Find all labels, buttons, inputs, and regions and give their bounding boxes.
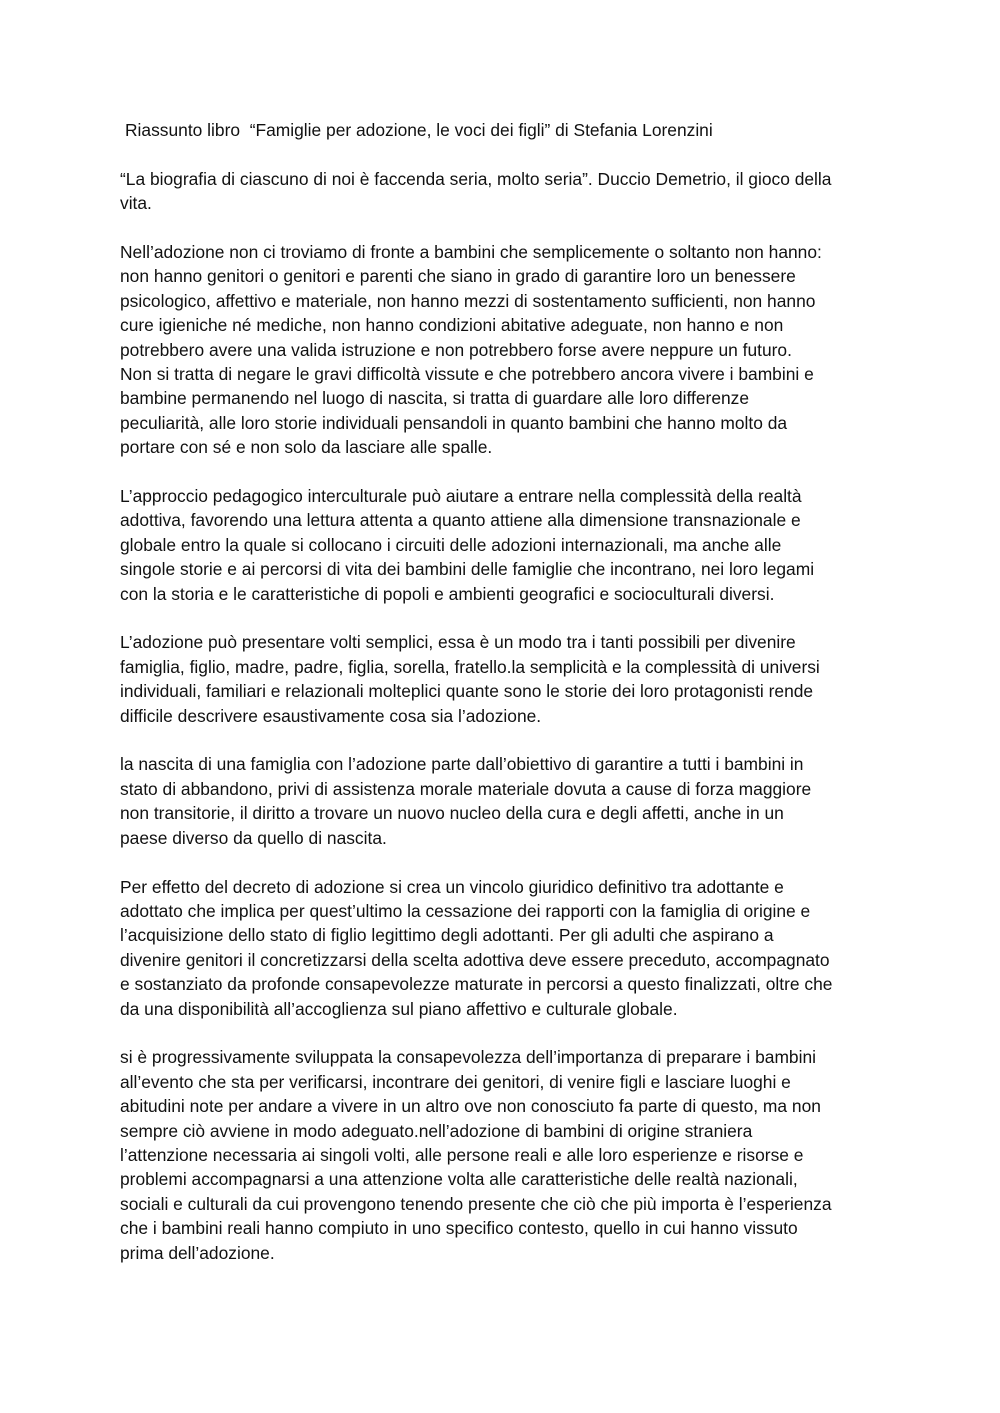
paragraph-7 [120,1045,882,1265]
text-line: famiglia, figlio, madre, padre, figlia, sorella, fratello.la semplicità e la complessità di universi [120,656,820,677]
text-line: singole storie e ai percorsi di vita dei bambini delle famiglie che incontrano, nei loro legami [120,559,815,580]
text-line: Nell’adozione non ci troviamo di fronte a bambini che semplicemente o soltanto non hanno: [120,242,822,262]
document-body [120,118,882,1289]
text-line: l’attenzione necessaria ai singoli volti, alle persone reali e alle loro esperienze e risorse e [120,1144,804,1165]
document-title: Riassunto libro “Famiglie per adozione, le voci dei figli” di Stefania Lorenzini [125,120,713,140]
text-line: con la storia e le caratteristiche di popoli e ambienti geografici e socioculturali diversi. [120,583,775,604]
paragraph-quote [120,167,882,216]
text-line: bambine permanendo nel luogo di nascita, si tratta di guardare alle loro differenze [120,388,750,409]
text-line: portare con sé e non solo da lasciare alle spalle. [120,437,493,458]
paragraph-3 [120,484,882,606]
text-line: prima dell’adozione. [120,1242,275,1263]
text-line: L’approccio pedagogico interculturale può aiutare a entrare nella complessità della realtà [120,486,802,507]
text-line: adottato che implica per quest’ultimo la cessazione dei rapporti con la famiglia di origine e [120,900,811,921]
text-line: individuali, familiari e relazionali molteplici quante sono le storie dei loro protagonisti rende [120,681,814,702]
text-line: L’adozione può presentare volti semplici, essa è un modo tra i tanti possibili per divenire [120,632,796,653]
text-line: globale entro la quale si collocano i circuiti delle adozioni internazionali, ma anche alle [120,534,782,555]
text-line: paese diverso da quello di nascita. [120,827,387,848]
text-line: da una disponibilità all’accoglienza sul piano affettivo e culturale globale. [120,998,678,1019]
text-line: adottiva, favorendo una lettura attenta a quanto attiene alla dimensione transnazionale e [120,510,801,531]
text-line: sempre ciò avviene in modo adeguato.nell’adozione di bambini di origine straniera [120,1120,753,1141]
text-line: vita. [120,193,152,214]
text-line: stato di abbandono, privi di assistenza morale materiale dovuta a cause di forza maggiore [120,778,812,799]
text-line: potrebbero avere una valida istruzione e non potrebbero forse avere neppure un futuro. [120,339,792,360]
text-line: peculiarità, alle loro storie individuali pensandoli in quanto bambini che hanno molto da [120,412,788,433]
text-line: e sostanziato da profonde consapevolezze maturate in percorsi a questo finalizzati, oltre che [120,974,833,995]
text-line: problemi accompagnarsi a una attenzione volta alle caratteristiche delle realtà nazionali, [120,1169,798,1190]
paragraph-6 [120,875,882,1021]
text-line: all’evento che sta per verificarsi, incontrare dei genitori, di venire figli e lasciare luoghi e [120,1071,791,1092]
text-line: non hanno genitori o genitori e parenti che siano in grado di garantire loro un benessere [120,266,796,287]
text-line: l’acquisizione dello stato di figlio legittimo degli adottanti. Per gli adulti che aspirano a [120,925,774,946]
paragraph-4 [120,630,882,728]
text-line: Non si tratta di negare le gravi difficoltà vissute e che potrebbero ancora vivere i bambini e [120,364,814,385]
text-line: abitudini note per andare a vivere in un altro ove non conosciuto fa parte di questo, ma non [120,1096,821,1117]
text-line: si è progressivamente sviluppata la consapevolezza dell’importanza di preparare i bambini [120,1047,816,1068]
text-line: che i bambini reali hanno compiuto in uno specifico contesto, quello in cui hanno vissuto [120,1218,798,1239]
text-line: psicologico, affettivo e materiale, non hanno mezzi di sostentamento sufficienti, non hanno [120,290,816,311]
paragraph-2 [120,240,882,460]
text-line: cure igieniche né mediche, non hanno condizioni abitative adeguate, non hanno e non [120,315,784,336]
text-line: non transitorie, il diritto a trovare un nuovo nucleo della cura e degli affetti, anche in un [120,803,784,824]
text-line: la nascita di una famiglia con l’adozione parte dall’obiettivo di garantire a tutti i bambini in [120,754,804,775]
text-line: divenire genitori il concretizzarsi della scelta adottiva deve essere preceduto, accompagnato [120,949,830,970]
text-line: difficile descrivere esaustivamente cosa sia l’adozione. [120,705,542,726]
text-line: sociali e culturali da cui provengono tenendo presente che ciò che più importa è l’esperienza [120,1193,832,1214]
paragraph-5 [120,752,882,850]
text-line: “La biografia di ciascuno di noi è faccenda seria, molto seria”. Duccio Demetrio, il gioco della [120,168,832,189]
text-line: Per effetto del decreto di adozione si crea un vincolo giuridico definitivo tra adottante e [120,876,784,897]
